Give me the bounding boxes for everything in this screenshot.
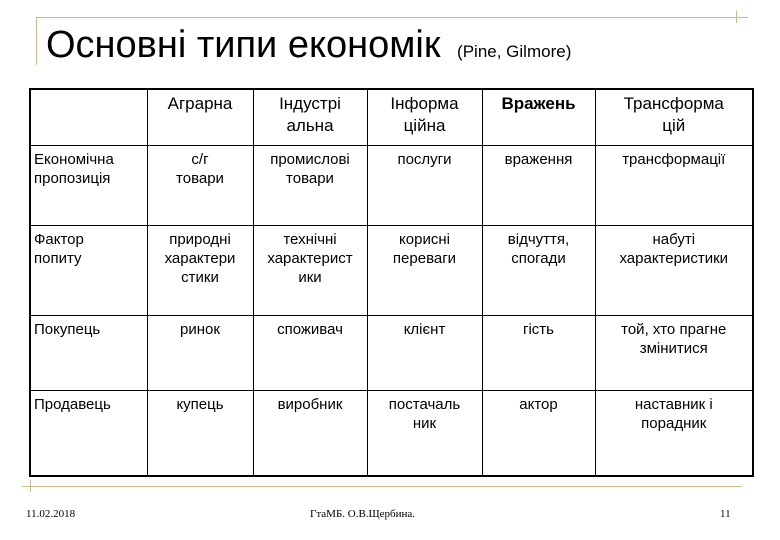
table-row (30, 145, 753, 225)
economy-types-table (29, 88, 754, 477)
frame-bottom-tick (30, 480, 31, 492)
table-cell: технічні характерист ики (253, 225, 367, 315)
table-header-corner (30, 89, 147, 145)
table-cell: купець (147, 390, 253, 476)
table-header-cell: Вражень (482, 89, 595, 145)
table-cell: актор (482, 390, 595, 476)
table-cell: виробник (253, 390, 367, 476)
table-header-cell: Інформа ційна (367, 89, 482, 145)
footer-author: ГтаМБ. О.В.Щербина. (310, 508, 416, 520)
slide-subtitle: (Pine, Gilmore) (457, 42, 572, 61)
table-cell: набуті характеристики (595, 225, 753, 315)
table-row (30, 390, 753, 476)
slide-title (46, 22, 571, 75)
table-cell: с/г товари (147, 145, 253, 225)
table-cell: споживач (253, 315, 367, 390)
table-cell: трансформації (595, 145, 753, 225)
table-cell: ринок (147, 315, 253, 390)
footer-page-number: 11 (720, 508, 731, 520)
table-header-cell: Трансформа цій (595, 89, 753, 145)
table-cell: клієнт (367, 315, 482, 390)
table-cell: постачаль ник (367, 390, 482, 476)
table-cell: послуги (367, 145, 482, 225)
row-label: Економічна пропозиція (30, 145, 147, 225)
table-cell: природні характери стики (147, 225, 253, 315)
table-cell: враження (482, 145, 595, 225)
row-label: Фактор попиту (30, 225, 147, 315)
table-row (30, 225, 753, 315)
table-cell: промислові товари (253, 145, 367, 225)
table-header-row (30, 89, 753, 145)
slide-title-text: Основні типи економік (46, 24, 441, 66)
table-cell: гість (482, 315, 595, 390)
table-header-cell: Індустрі альна (253, 89, 367, 145)
row-label: Покупець (30, 315, 147, 390)
table-cell: той, хто прагне змінитися (595, 315, 753, 390)
table-cell: корисні переваги (367, 225, 482, 315)
frame-left-line (36, 17, 37, 65)
row-label: Продавець (30, 390, 147, 476)
frame-top-line (36, 17, 748, 18)
table-cell: відчуття, спогади (482, 225, 595, 315)
table-row (30, 315, 753, 390)
footer-date: 11.02.2018 (26, 508, 76, 520)
table-cell: наставник і порадник (595, 390, 753, 476)
frame-bottom-line (22, 486, 742, 487)
frame-right-tick (736, 11, 737, 23)
table-header-cell: Аграрна (147, 89, 253, 145)
